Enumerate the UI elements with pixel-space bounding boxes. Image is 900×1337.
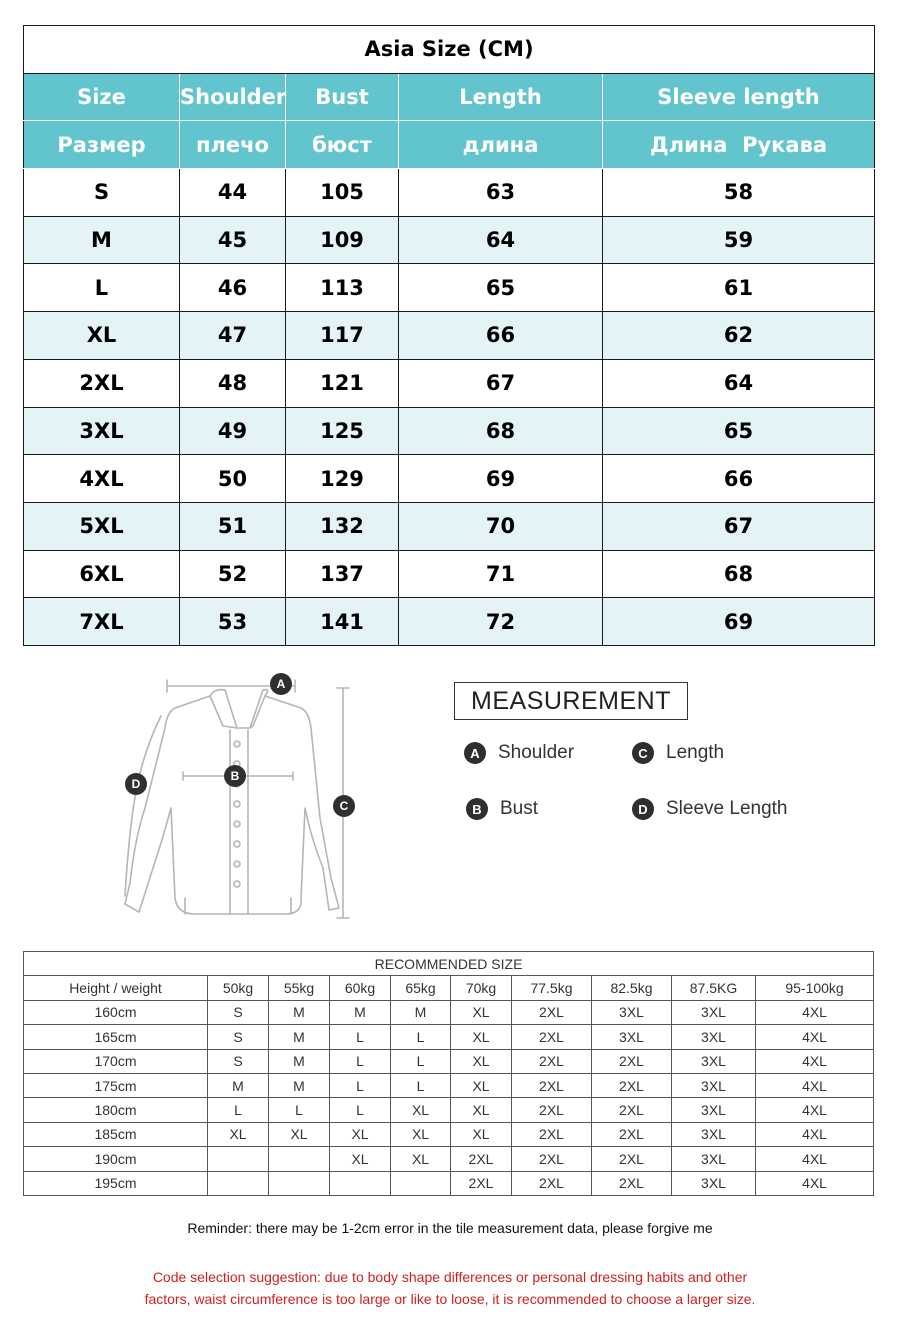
recommended-size-cell: XL — [269, 1122, 330, 1146]
recommended-size-cell: L — [208, 1098, 269, 1122]
sleeve-length-cell: 69 — [603, 598, 875, 646]
length-cell: 70 — [399, 502, 603, 550]
recommended-size-cell: M — [391, 1000, 451, 1024]
letter-c-icon: C — [632, 742, 654, 764]
size-cell: 6XL — [24, 550, 180, 598]
length-cell: 67 — [399, 359, 603, 407]
size-row — [24, 359, 875, 407]
legend-shoulder — [464, 742, 574, 764]
bust-cell: 132 — [286, 502, 399, 550]
recommended-row — [24, 1098, 874, 1122]
bust-cell: 117 — [286, 312, 399, 360]
recommended-size-cell: XL — [208, 1122, 269, 1146]
recommended-size-cell: 2XL — [592, 1171, 672, 1195]
recommended-size-cell: 3XL — [672, 1098, 756, 1122]
recommended-size-cell — [208, 1147, 269, 1171]
weight-header: 70kg — [451, 976, 512, 1000]
legend-length-label: Length — [666, 742, 725, 763]
shirt-outline — [125, 696, 339, 914]
bust-cell: 129 — [286, 455, 399, 503]
recommended-row — [24, 1049, 874, 1073]
size-chart-title: Asia Size (CM) — [24, 26, 875, 74]
size-chart-table — [23, 25, 875, 646]
recommended-size-cell: 3XL — [672, 1073, 756, 1097]
size-cell: 7XL — [24, 598, 180, 646]
recommended-size-cell: 3XL — [672, 1049, 756, 1073]
length-cell: 63 — [399, 169, 603, 217]
suggestion-line-1: Code selection suggestion: due to body shape differences or personal dressing habits and other — [152, 1269, 748, 1285]
recommended-size-cell: S — [208, 1025, 269, 1049]
recommended-size-cell: 3XL — [672, 1000, 756, 1024]
header-length-ru: длина — [399, 121, 603, 169]
recommended-size-cell: 3XL — [672, 1147, 756, 1171]
legend-bust — [466, 798, 538, 820]
recommended-size-cell: XL — [451, 1098, 512, 1122]
size-row — [24, 455, 875, 503]
size-row — [24, 264, 875, 312]
shoulder-cell: 51 — [180, 502, 286, 550]
size-row — [24, 312, 875, 360]
recommended-size-cell: 2XL — [512, 1025, 592, 1049]
recommended-size-cell: 2XL — [512, 1122, 592, 1146]
shoulder-cell: 53 — [180, 598, 286, 646]
recommended-size-cell: M — [208, 1073, 269, 1097]
length-cell: 68 — [399, 407, 603, 455]
recommended-size-cell: XL — [451, 1025, 512, 1049]
size-cell: 5XL — [24, 502, 180, 550]
legend-length — [632, 742, 724, 764]
length-cell: 65 — [399, 264, 603, 312]
recommended-size-cell: 4XL — [756, 1098, 874, 1122]
recommended-size-cell: 3XL — [672, 1025, 756, 1049]
recommended-size-cell: 3XL — [672, 1171, 756, 1195]
marker-b-label: B — [230, 769, 240, 783]
height-cell: 175cm — [24, 1073, 208, 1097]
length-cell: 64 — [399, 216, 603, 264]
sleeve-length-cell: 67 — [603, 502, 875, 550]
size-row — [24, 407, 875, 455]
sleeve-length-cell: 65 — [603, 407, 875, 455]
recommended-size-cell: XL — [391, 1122, 451, 1146]
recommended-size-cell: M — [269, 1025, 330, 1049]
recommended-size-cell: XL — [451, 1122, 512, 1146]
recommended-size-cell: 4XL — [756, 1000, 874, 1024]
weight-header: 50kg — [208, 976, 269, 1000]
weight-header: 95-100kg — [756, 976, 874, 1000]
legend-bust-label: Bust — [500, 798, 539, 819]
marker-a-label: A — [276, 677, 286, 691]
recommended-size-cell: 2XL — [592, 1073, 672, 1097]
recommended-size-cell: XL — [391, 1147, 451, 1171]
bust-cell: 113 — [286, 264, 399, 312]
recommended-size-cell: 2XL — [592, 1122, 672, 1146]
recommended-size-cell: 2XL — [512, 1098, 592, 1122]
bust-cell: 121 — [286, 359, 399, 407]
shirt-collar — [210, 690, 268, 728]
sleeve-length-cell: 68 — [603, 550, 875, 598]
shoulder-cell: 50 — [180, 455, 286, 503]
recommended-size-cell: L — [269, 1098, 330, 1122]
bust-cell: 137 — [286, 550, 399, 598]
shoulder-cell: 44 — [180, 169, 286, 217]
recommended-row — [24, 1073, 874, 1097]
recommended-size-cell: 4XL — [756, 1122, 874, 1146]
recommended-size-cell: 2XL — [592, 1098, 672, 1122]
recommended-row — [24, 1171, 874, 1195]
shirt-button — [234, 741, 240, 747]
recommended-size-cell: M — [330, 1000, 391, 1024]
recommended-size-cell: S — [208, 1000, 269, 1024]
sleeve-length-cell: 59 — [603, 216, 875, 264]
shoulder-cell: 47 — [180, 312, 286, 360]
shoulder-cell: 49 — [180, 407, 286, 455]
height-cell: 170cm — [24, 1049, 208, 1073]
recommended-size-cell: L — [330, 1073, 391, 1097]
sleeve-length-cell: 61 — [603, 264, 875, 312]
recommended-size-cell: L — [391, 1073, 451, 1097]
sleeve-length-cell: 58 — [603, 169, 875, 217]
length-cell: 72 — [399, 598, 603, 646]
size-cell: S — [24, 169, 180, 217]
recommended-size-cell: 4XL — [756, 1049, 874, 1073]
recommended-size-cell: 3XL — [592, 1025, 672, 1049]
shirt-button — [234, 861, 240, 867]
letter-b-icon: B — [466, 798, 488, 820]
header-size: Size — [24, 73, 180, 121]
weight-header: 77.5kg — [512, 976, 592, 1000]
length-cell: 69 — [399, 455, 603, 503]
recommended-size-cell: M — [269, 1049, 330, 1073]
recommended-size-cell: 2XL — [512, 1147, 592, 1171]
header-shoulder-ru: плечо — [180, 121, 286, 169]
recommended-size-cell: 4XL — [756, 1025, 874, 1049]
legend-shoulder-label: Shoulder — [498, 742, 575, 763]
weight-header: 82.5kg — [592, 976, 672, 1000]
header-shoulder: Shoulder — [180, 73, 286, 121]
bust-cell: 125 — [286, 407, 399, 455]
recommended-size-cell: 2XL — [592, 1049, 672, 1073]
recommended-size-cell: L — [391, 1025, 451, 1049]
recommended-size-cell: 2XL — [512, 1049, 592, 1073]
weight-header: 60kg — [330, 976, 391, 1000]
header-size-ru: Размер — [24, 121, 180, 169]
recommended-size-cell: M — [269, 1000, 330, 1024]
height-cell: 180cm — [24, 1098, 208, 1122]
size-row — [24, 169, 875, 217]
shirt-button — [234, 841, 240, 847]
height-cell: 185cm — [24, 1122, 208, 1146]
recommended-size-cell: XL — [330, 1122, 391, 1146]
shoulder-cell: 52 — [180, 550, 286, 598]
recommended-row — [24, 1147, 874, 1171]
recommended-size-cell: 2XL — [512, 1073, 592, 1097]
recommended-size-title: RECOMMENDED SIZE — [24, 952, 874, 976]
recommended-size-cell — [330, 1171, 391, 1195]
shirt-button — [234, 821, 240, 827]
height-weight-header: Height / weight — [24, 976, 208, 1000]
shoulder-cell: 46 — [180, 264, 286, 312]
size-cell: L — [24, 264, 180, 312]
letter-a-icon: A — [464, 742, 486, 764]
recommended-size-cell: XL — [330, 1147, 391, 1171]
recommended-size-cell: XL — [451, 1000, 512, 1024]
shoulder-cell: 48 — [180, 359, 286, 407]
height-cell: 195cm — [24, 1171, 208, 1195]
letter-d-icon: D — [632, 798, 654, 820]
recommended-size-cell: 2XL — [512, 1000, 592, 1024]
recommended-row — [24, 1025, 874, 1049]
legend-sleeve-length — [632, 798, 788, 820]
bust-cell: 141 — [286, 598, 399, 646]
sleeve-length-cell: 66 — [603, 455, 875, 503]
header-bust: Bust — [286, 73, 399, 121]
recommended-size-cell: 3XL — [672, 1122, 756, 1146]
size-cell: 4XL — [24, 455, 180, 503]
recommended-size-cell — [269, 1147, 330, 1171]
length-cell: 71 — [399, 550, 603, 598]
recommended-row — [24, 1000, 874, 1024]
recommended-size-cell: L — [330, 1049, 391, 1073]
recommended-size-cell: 2XL — [592, 1147, 672, 1171]
header-row-russian — [24, 121, 875, 169]
recommended-size-cell: M — [269, 1073, 330, 1097]
recommended-size-cell: L — [330, 1025, 391, 1049]
size-row — [24, 216, 875, 264]
length-cell: 66 — [399, 312, 603, 360]
header-row-english — [24, 73, 875, 121]
recommended-size-cell: S — [208, 1049, 269, 1073]
recommended-size-cell: L — [391, 1049, 451, 1073]
measurement-title: MEASUREMENT — [454, 682, 688, 720]
sleeve-measure-line — [125, 716, 161, 896]
weight-header: 87.5KG — [672, 976, 756, 1000]
legend-sleeve-length-label: Sleeve Length — [666, 798, 788, 819]
weight-header: 55kg — [269, 976, 330, 1000]
recommended-size-cell — [269, 1171, 330, 1195]
recommended-size-cell: 4XL — [756, 1171, 874, 1195]
size-row — [24, 550, 875, 598]
suggestion-line-2: factors, waist circumference is too large or like to loose, it is recommended to choose a larger size. — [144, 1291, 756, 1307]
header-length: Length — [399, 73, 603, 121]
marker-c-label: C — [339, 799, 349, 813]
size-cell: 2XL — [24, 359, 180, 407]
size-row — [24, 598, 875, 646]
recommended-size-table — [23, 951, 874, 1196]
size-cell: XL — [24, 312, 180, 360]
reminder-note: Reminder: there may be 1-2cm error in the tile measurement data, please forgive me — [187, 1220, 713, 1236]
recommended-size-cell: XL — [451, 1049, 512, 1073]
recommended-size-cell: L — [330, 1098, 391, 1122]
recommended-size-cell: 2XL — [451, 1147, 512, 1171]
shirt-measurement-diagram — [115, 668, 375, 928]
bust-cell: 105 — [286, 169, 399, 217]
height-cell: 160cm — [24, 1000, 208, 1024]
shoulder-cell: 45 — [180, 216, 286, 264]
header-sleeve-length: Sleeve length — [603, 73, 875, 121]
recommended-size-cell: 4XL — [756, 1147, 874, 1171]
recommended-size-cell: XL — [451, 1073, 512, 1097]
recommended-size-cell: 4XL — [756, 1073, 874, 1097]
shirt-button — [234, 881, 240, 887]
bust-cell: 109 — [286, 216, 399, 264]
size-cell: M — [24, 216, 180, 264]
header-bust-ru: бюст — [286, 121, 399, 169]
recommended-row — [24, 1122, 874, 1146]
recommended-size-cell: 2XL — [451, 1171, 512, 1195]
recommended-size-cell: 2XL — [512, 1171, 592, 1195]
height-cell: 165cm — [24, 1025, 208, 1049]
recommended-header-row — [24, 976, 874, 1000]
sleeve-length-cell: 62 — [603, 312, 875, 360]
sleeve-length-cell: 64 — [603, 359, 875, 407]
recommended-size-cell: 3XL — [592, 1000, 672, 1024]
weight-header: 65kg — [391, 976, 451, 1000]
recommended-size-cell: XL — [391, 1098, 451, 1122]
marker-d-label: D — [131, 777, 141, 791]
size-suggestion-note — [0, 1266, 900, 1310]
header-sleeve-length-ru: Длина Рукава — [603, 121, 875, 169]
recommended-size-cell — [391, 1171, 451, 1195]
shirt-button — [234, 801, 240, 807]
height-cell: 190cm — [24, 1147, 208, 1171]
recommended-size-cell — [208, 1171, 269, 1195]
size-row — [24, 502, 875, 550]
size-cell: 3XL — [24, 407, 180, 455]
